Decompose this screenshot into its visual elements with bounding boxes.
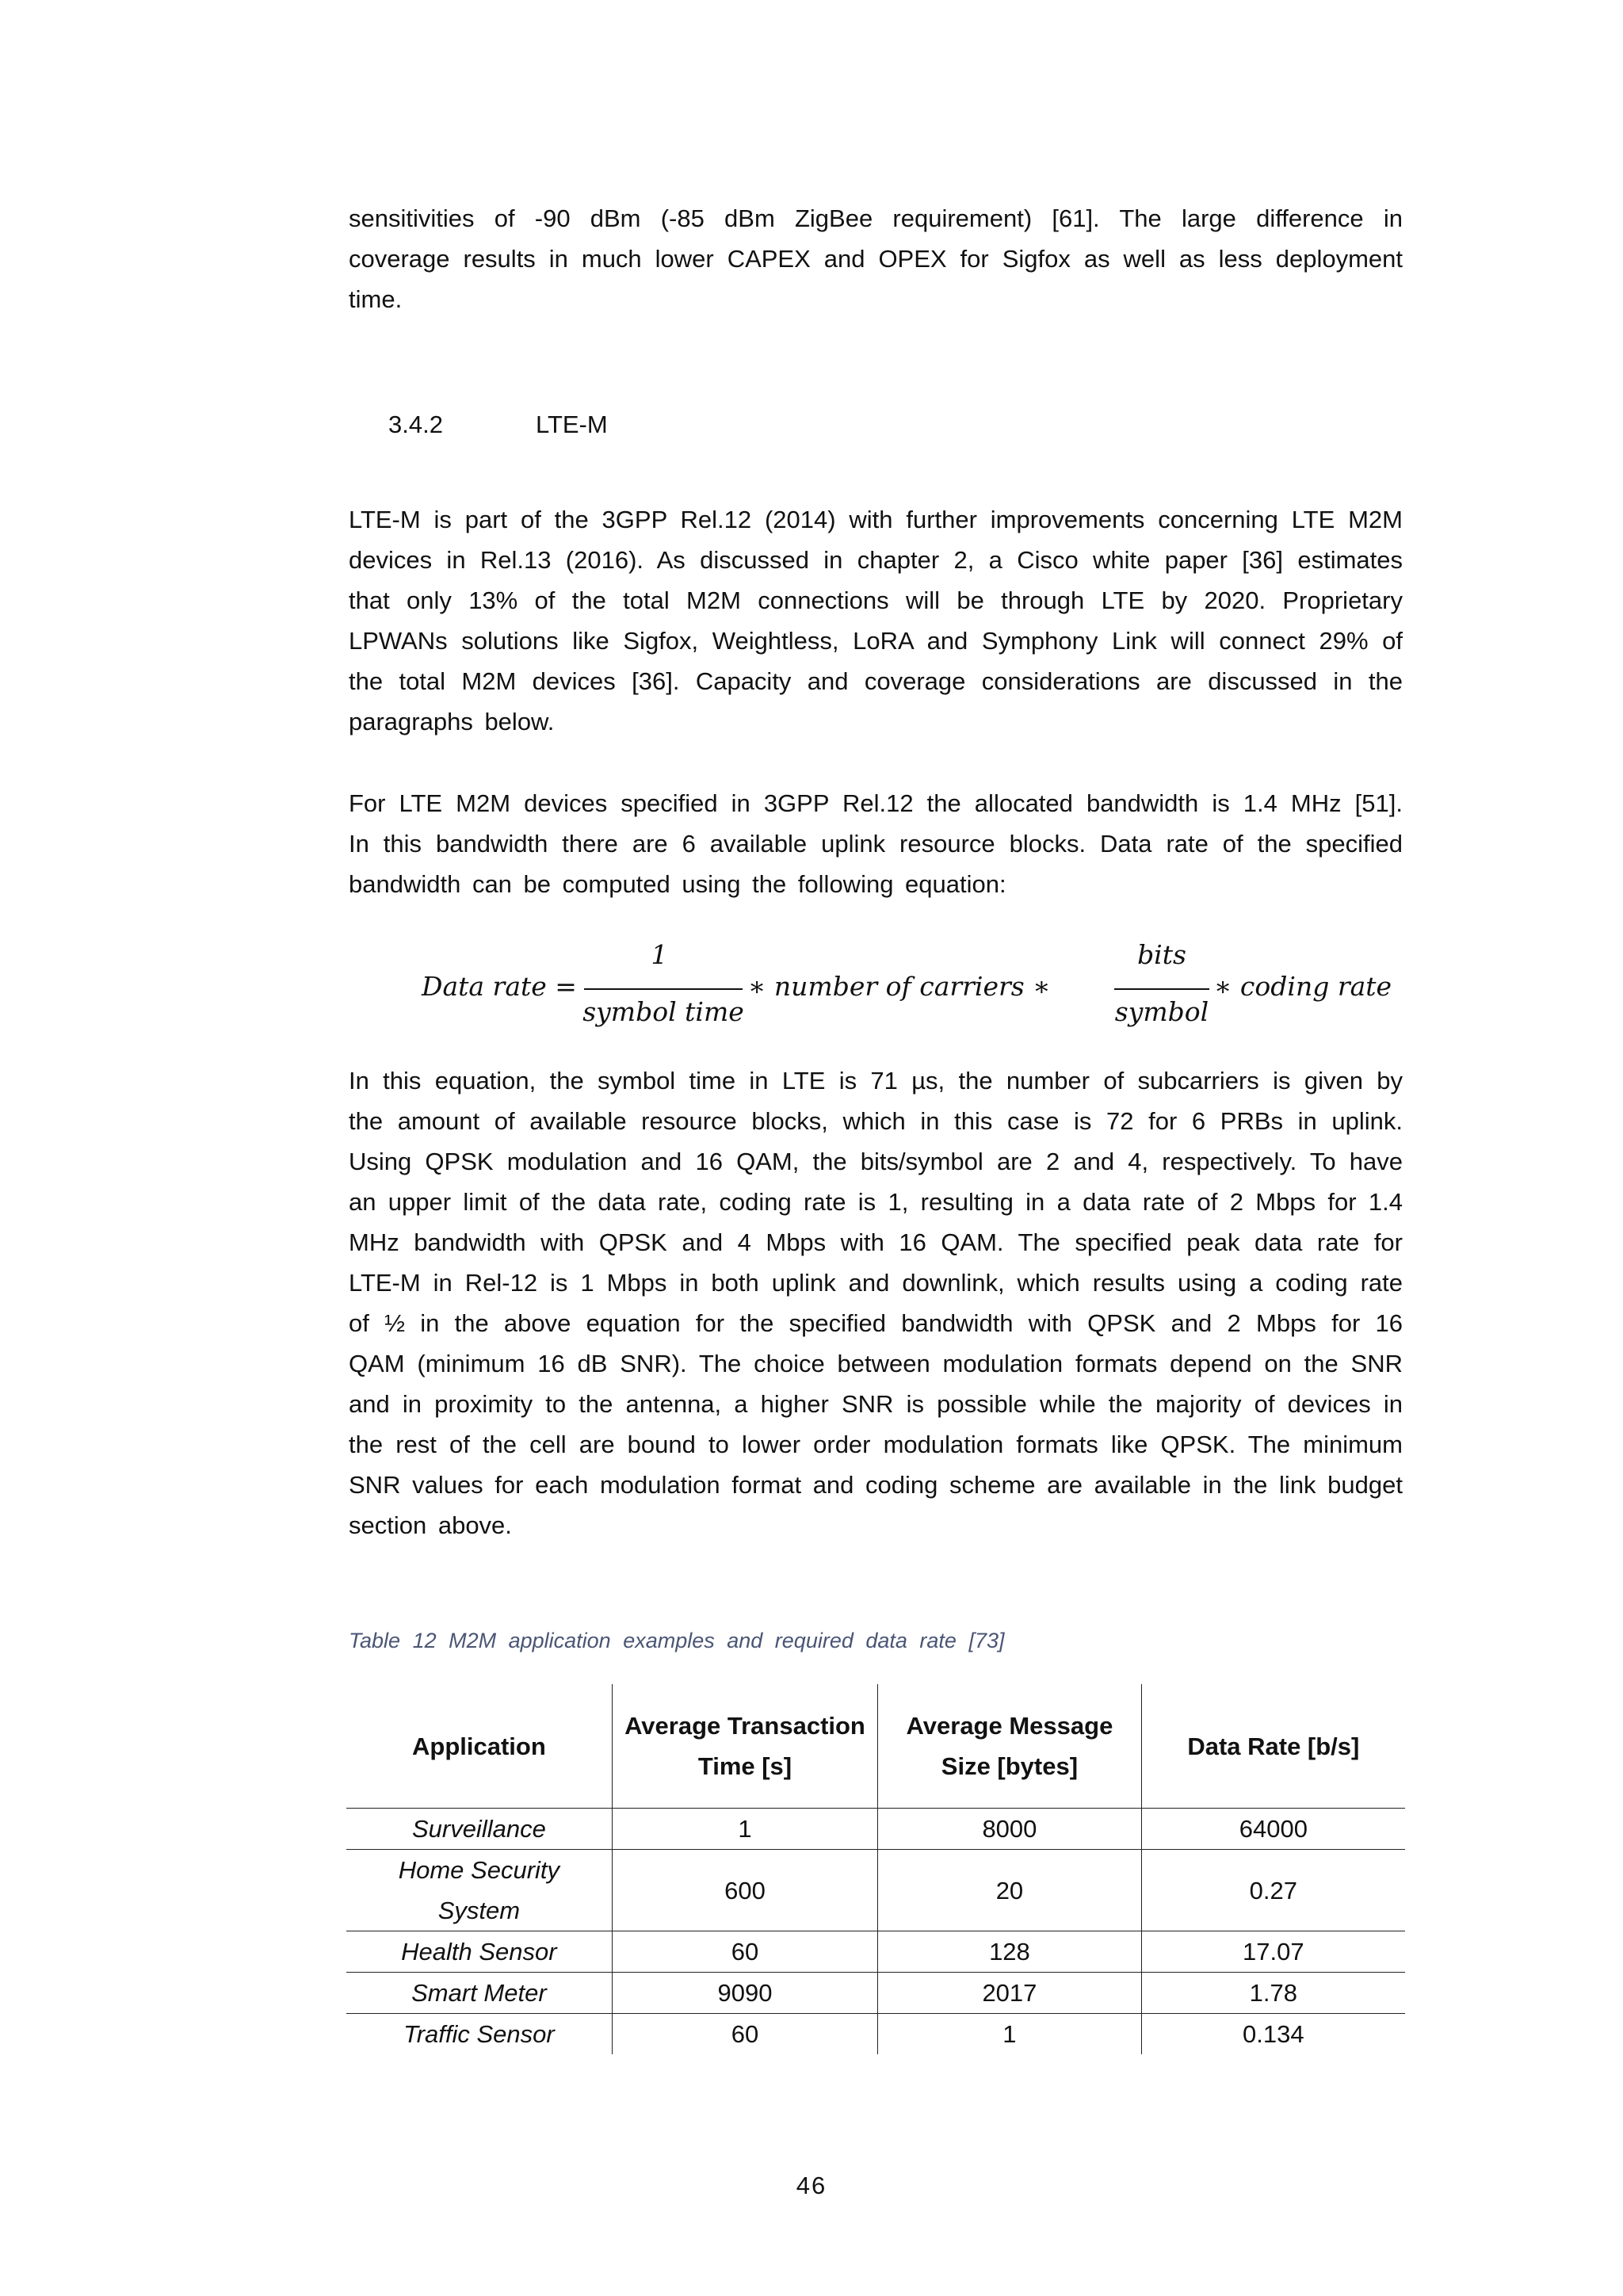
cell-message-size: 2017 — [878, 1973, 1142, 2014]
cell-data-rate: 0.27 — [1141, 1850, 1405, 1931]
table-row — [346, 2014, 1405, 2055]
paragraph-lte-m-intro: LTE-M is part of the 3GPP Rel.12 (2014) with further improvements concerning LTE M2M devices in Rel.13 (2016). As discussed in chapter 2, a Cisco white paper [36] estimates that only 13% of the total M2M connections will be through LTE by 2020. Proprietary LPWANs solutions like Sigfox, Weightless, LoRA and Symphony Link will connect 29% of the total M2M devices [36]. Capacity and coverage considerations are discussed in the paragraphs below. — [349, 506, 1403, 735]
cell-transaction-time: 60 — [612, 1931, 877, 1973]
table-row — [346, 1973, 1405, 2014]
cell-transaction-time: 60 — [612, 2014, 877, 2055]
cell-transaction-time: 1 — [612, 1809, 877, 1850]
equation-lhs: Data rate = — [422, 971, 577, 1002]
header-transaction-time: Average Transaction Time [s] — [612, 1684, 877, 1809]
cell-data-rate: 1.78 — [1141, 1973, 1405, 2014]
paragraph-equation-explanation: In this equation, the symbol time in LTE is 71 µs, the number of subcarriers is given by the amount of available resource blocks, which in this case is 72 for 6 PRBs in uplink. Using QPSK modulation and 16 QAM, the bits/symbol are 2 and 4, respectively. To have an upper limit of the data rate, coding rate is 1, resulting in a data rate of 2 Mbps for 1.4 MHz bandwidth with QPSK and 4 Mbps with 16 QAM. The specified peak data rate for LTE-M in Rel-12 is 1 Mbps in both uplink and downlink, which results using a coding rate of ½ in the above equation for the specified bandwidth with QPSK and 2 Mbps for 16 QAM (minimum 16 dB SNR). The choice between modulation formats depend on the SNR and in proximity to the antenna, a higher SNR is possible while the majority of devices in the rest of the cell are bound to lower order modulation formats like QPSK. The minimum SNR values for each modulation format and coding scheme are available in the link budget section above. — [349, 1067, 1403, 1539]
cell-application: Surveillance — [346, 1809, 612, 1850]
table-caption: Table 12 M2M application examples and required data rate [73] — [349, 1629, 1005, 1652]
cell-application: Smart Meter — [346, 1973, 612, 2014]
page-number: 46 — [796, 2172, 827, 2199]
table-row — [346, 1931, 1405, 1973]
cell-data-rate: 17.07 — [1141, 1931, 1405, 1973]
header-message-size: Average Message Size [bytes] — [878, 1684, 1142, 1809]
cell-transaction-time: 600 — [612, 1850, 877, 1931]
section-heading — [388, 404, 608, 445]
cell-application: Health Sensor — [346, 1931, 612, 1973]
table-header-row — [346, 1684, 1405, 1809]
header-application: Application — [346, 1684, 612, 1809]
cell-message-size: 20 — [878, 1850, 1142, 1931]
header-data-rate: Data Rate [b/s] — [1141, 1684, 1405, 1809]
equation-fraction2-denominator: symbol — [1114, 996, 1209, 1027]
data-rate-equation — [422, 939, 1392, 1050]
cell-data-rate: 0.134 — [1141, 2014, 1405, 2055]
equation-fraction2-numerator: bits — [1137, 939, 1186, 970]
equation-tail: ∗ coding rate — [1214, 971, 1392, 1002]
paragraph-coverage: sensitivities of -90 dBm (-85 dBm ZigBee requirement) [61]. The large difference in coverage results in much lower CAPEX and OPEX for Sigfox as well as less deployment time. — [349, 204, 1403, 313]
equation-middle: ∗ number of carriers ∗ — [748, 971, 1051, 1002]
cell-message-size: 128 — [878, 1931, 1142, 1973]
cell-application: Home Security System — [346, 1850, 612, 1931]
table-row — [346, 1809, 1405, 1850]
table-row — [346, 1850, 1405, 1931]
paragraph-bandwidth: For LTE M2M devices specified in 3GPP Rel.12 the allocated bandwidth is 1.4 MHz [51]. In this bandwidth there are 6 available uplink resource blocks. Data rate of the specified bandwidth can be computed using the following equation: — [349, 789, 1403, 898]
cell-data-rate: 64000 — [1141, 1809, 1405, 1850]
equation-fraction1-bar — [584, 988, 743, 990]
cell-transaction-time: 9090 — [612, 1973, 877, 2014]
equation-fraction1-denominator: symbol time — [582, 996, 744, 1027]
section-title: LTE-M — [536, 411, 608, 438]
equation-fraction1-numerator: 1 — [651, 939, 668, 970]
equation-fraction2-bar — [1114, 988, 1209, 990]
cell-application: Traffic Sensor — [403, 2020, 555, 2048]
m2m-application-table — [346, 1684, 1405, 2054]
section-number: 3.4.2 — [388, 411, 443, 438]
cell-message-size: 8000 — [878, 1809, 1142, 1850]
cell-message-size: 1 — [878, 2014, 1142, 2055]
